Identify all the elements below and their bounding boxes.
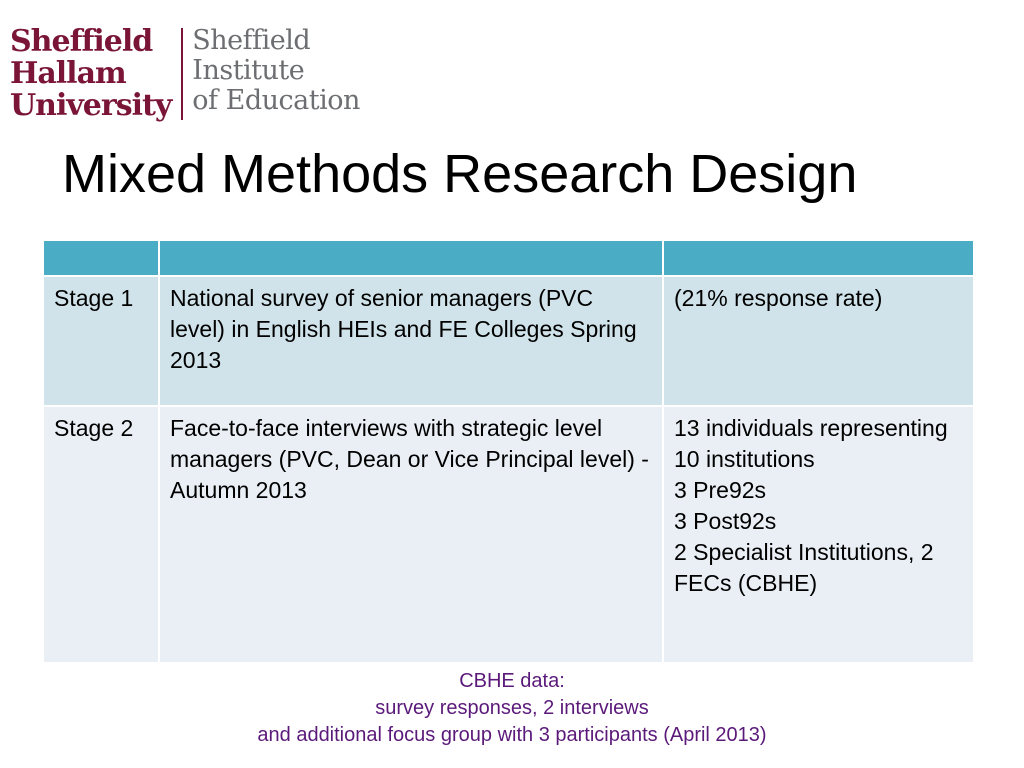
note-line: survey responses, 2 interviews — [375, 697, 649, 719]
table-row — [43, 406, 974, 663]
description-cell: National survey of senior managers (PVC level) in English HEIs and FE Colleges Spring 2013 — [159, 276, 663, 406]
stage-cell: Stage 2 — [43, 406, 159, 663]
note-line: CBHE data: — [459, 670, 565, 692]
logo-institute-line-1: Sheffield — [192, 25, 311, 56]
detail-line: (21% response rate) — [674, 285, 883, 311]
detail-line: 3 Pre92s — [674, 477, 767, 503]
details-cell — [663, 276, 974, 406]
logo-university-line-1: Sheffield — [10, 24, 153, 59]
note-line: and additional focus group with 3 participants (April 2013) — [257, 724, 767, 746]
detail-line: 2 Specialist Institutions, 2 FECs (CBHE) — [674, 539, 934, 596]
table-header-row — [43, 240, 974, 276]
stage-cell: Stage 1 — [43, 276, 159, 406]
logo-university-line-2: Hallam — [10, 56, 126, 91]
table-header-cell — [663, 240, 974, 276]
table-header-cell — [43, 240, 159, 276]
cbhe-data-note — [0, 668, 1024, 749]
detail-line: 3 Post92s — [674, 508, 777, 534]
table-header-cell — [159, 240, 663, 276]
detail-line: 13 individuals representing 10 institutions — [674, 415, 948, 472]
sheffield-institute-of-education-logo — [192, 26, 360, 116]
table-row — [43, 276, 974, 406]
logo-university-line-3: University — [10, 88, 172, 123]
logo — [10, 26, 360, 122]
logo-institute-line-3: of Education — [192, 85, 360, 116]
details-cell — [663, 406, 974, 663]
description-cell: Face-to-face interviews with strategic level managers (PVC, Dean or Vice Principal level) - Autumn 2013 — [159, 406, 663, 663]
logo-institute-line-2: Institute — [192, 55, 305, 86]
research-design-table — [42, 239, 975, 664]
slide-title: Mixed Methods Research Design — [62, 144, 858, 204]
logo-divider — [181, 28, 183, 120]
sheffield-hallam-university-logo — [10, 26, 171, 122]
